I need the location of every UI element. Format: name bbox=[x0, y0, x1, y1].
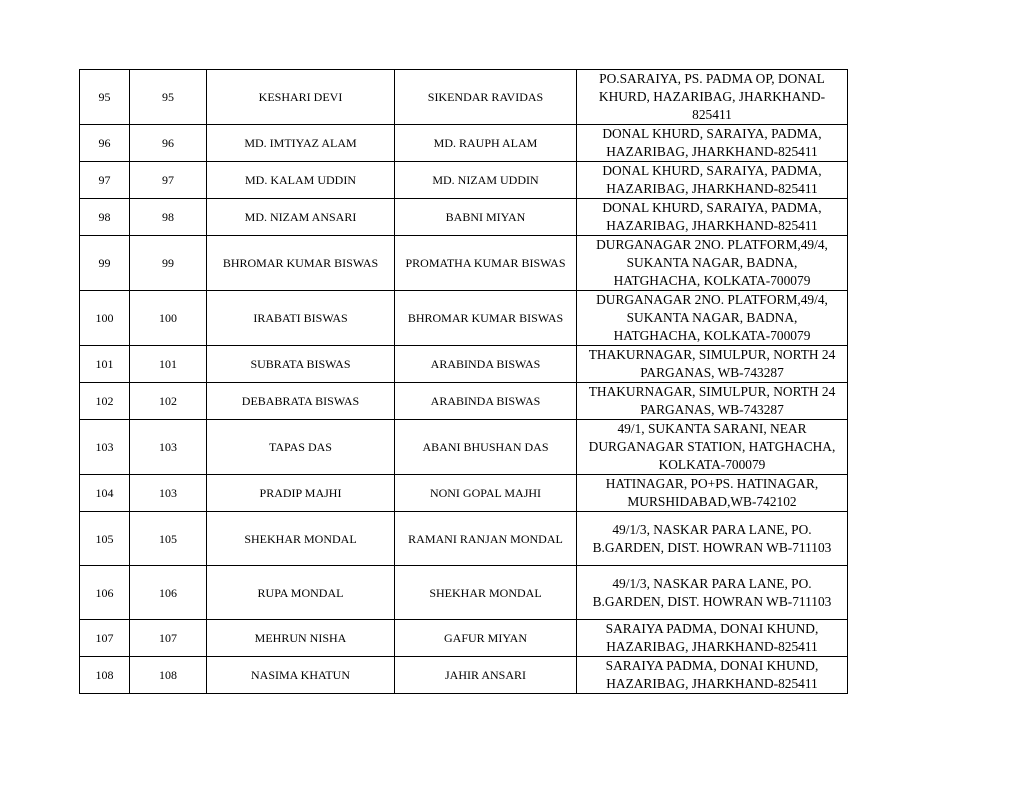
name-cell: MD. IMTIYAZ ALAM bbox=[207, 125, 395, 162]
table-row bbox=[80, 199, 848, 236]
table-row bbox=[80, 125, 848, 162]
table-row bbox=[80, 620, 848, 657]
address-line: MURSHIDABAD,WB-742102 bbox=[627, 494, 797, 509]
address-line: KOLKATA-700079 bbox=[658, 457, 766, 472]
name-cell: DEBABRATA BISWAS bbox=[207, 383, 395, 420]
entry-number-cell: 98 bbox=[130, 199, 207, 236]
table-row bbox=[80, 236, 848, 291]
address-cell bbox=[577, 346, 848, 383]
address-line: 49/1, SUKANTA SARANI, NEAR bbox=[617, 421, 807, 436]
father-name-cell: MD. NIZAM UDDIN bbox=[395, 162, 577, 199]
address-line: B.GARDEN, DIST. HOWRAN WB-711103 bbox=[592, 593, 832, 609]
name-cell: TAPAS DAS bbox=[207, 420, 395, 475]
address-line: DONAL KHURD, SARAIYA, PADMA, bbox=[602, 126, 822, 141]
serial-number-cell: 98 bbox=[80, 199, 130, 236]
father-name-cell: SIKENDAR RAVIDAS bbox=[395, 70, 577, 125]
address-cell bbox=[577, 566, 848, 620]
address-line: DONAL KHURD, SARAIYA, PADMA, bbox=[602, 163, 822, 178]
name-cell: MEHRUN NISHA bbox=[207, 620, 395, 657]
entry-number-cell: 101 bbox=[130, 346, 207, 383]
father-name-cell: ARABINDA BISWAS bbox=[395, 383, 577, 420]
table-row bbox=[80, 291, 848, 346]
table-row bbox=[80, 566, 848, 620]
address-line: THAKURNAGAR, SIMULPUR, NORTH 24 bbox=[588, 384, 836, 399]
address-cell bbox=[577, 420, 848, 475]
entry-number-cell: 95 bbox=[130, 70, 207, 125]
address-line: HATGHACHA, KOLKATA-700079 bbox=[613, 273, 811, 288]
address-cell bbox=[577, 383, 848, 420]
entry-number-cell: 96 bbox=[130, 125, 207, 162]
address-line: 825411 bbox=[692, 107, 732, 122]
entry-number-cell: 107 bbox=[130, 620, 207, 657]
name-cell: IRABATI BISWAS bbox=[207, 291, 395, 346]
serial-number-cell: 107 bbox=[80, 620, 130, 657]
serial-number-cell: 108 bbox=[80, 657, 130, 694]
table-row bbox=[80, 383, 848, 420]
father-name-cell: GAFUR MIYAN bbox=[395, 620, 577, 657]
address-line: DURGANAGAR 2NO. PLATFORM,49/4, bbox=[596, 292, 828, 307]
name-cell: NASIMA KHATUN bbox=[207, 657, 395, 694]
father-name-cell: MD. RAUPH ALAM bbox=[395, 125, 577, 162]
father-name-cell: RAMANI RANJAN MONDAL bbox=[395, 512, 577, 566]
name-cell: RUPA MONDAL bbox=[207, 566, 395, 620]
address-cell bbox=[577, 236, 848, 291]
table-row bbox=[80, 346, 848, 383]
entry-number-cell: 103 bbox=[130, 475, 207, 512]
father-name-cell: NONI GOPAL MAJHI bbox=[395, 475, 577, 512]
serial-number-cell: 97 bbox=[80, 162, 130, 199]
address-line: DURGANAGAR 2NO. PLATFORM,49/4, bbox=[596, 237, 828, 252]
father-name-cell: BHROMAR KUMAR BISWAS bbox=[395, 291, 577, 346]
address-line: PARGANAS, WB-743287 bbox=[640, 402, 784, 417]
name-cell: MD. KALAM UDDIN bbox=[207, 162, 395, 199]
entry-number-cell: 99 bbox=[130, 236, 207, 291]
address-line: HATGHACHA, KOLKATA-700079 bbox=[613, 328, 811, 343]
address-line: SARAIYA PADMA, DONAI KHUND, bbox=[605, 658, 819, 673]
address-line: B.GARDEN, DIST. HOWRAN WB-711103 bbox=[592, 539, 832, 555]
address-line: DURGANAGAR STATION, HATGHACHA, bbox=[588, 439, 836, 454]
records-body bbox=[80, 70, 848, 694]
table-row bbox=[80, 657, 848, 694]
entry-number-cell: 108 bbox=[130, 657, 207, 694]
address-cell bbox=[577, 291, 848, 346]
address-line: HAZARIBAG, JHARKHAND-825411 bbox=[606, 639, 818, 654]
address-cell bbox=[577, 657, 848, 694]
entry-number-cell: 102 bbox=[130, 383, 207, 420]
address-cell bbox=[577, 70, 848, 125]
serial-number-cell: 95 bbox=[80, 70, 130, 125]
address-line: HAZARIBAG, JHARKHAND-825411 bbox=[606, 144, 818, 159]
entry-number-cell: 105 bbox=[130, 512, 207, 566]
serial-number-cell: 96 bbox=[80, 125, 130, 162]
name-cell: KESHARI DEVI bbox=[207, 70, 395, 125]
father-name-cell: PROMATHA KUMAR BISWAS bbox=[395, 236, 577, 291]
table-row bbox=[80, 475, 848, 512]
records-table bbox=[79, 69, 848, 694]
father-name-cell: ARABINDA BISWAS bbox=[395, 346, 577, 383]
name-cell: MD. NIZAM ANSARI bbox=[207, 199, 395, 236]
serial-number-cell: 100 bbox=[80, 291, 130, 346]
address-cell bbox=[577, 475, 848, 512]
father-name-cell: BABNI MIYAN bbox=[395, 199, 577, 236]
name-cell: SHEKHAR MONDAL bbox=[207, 512, 395, 566]
table-row bbox=[80, 512, 848, 566]
address-line: HAZARIBAG, JHARKHAND-825411 bbox=[606, 676, 818, 691]
name-cell: SUBRATA BISWAS bbox=[207, 346, 395, 383]
table-row bbox=[80, 70, 848, 125]
address-line: PO.SARAIYA, PS. PADMA OP, DONAL bbox=[599, 71, 825, 86]
father-name-cell: ABANI BHUSHAN DAS bbox=[395, 420, 577, 475]
address-line: PARGANAS, WB-743287 bbox=[640, 365, 784, 380]
table-row bbox=[80, 162, 848, 199]
address-line: KHURD, HAZARIBAG, JHARKHAND- bbox=[598, 89, 826, 104]
address-line: SARAIYA PADMA, DONAI KHUND, bbox=[605, 621, 819, 636]
serial-number-cell: 104 bbox=[80, 475, 130, 512]
address-line: THAKURNAGAR, SIMULPUR, NORTH 24 bbox=[588, 347, 836, 362]
address-line: HAZARIBAG, JHARKHAND-825411 bbox=[606, 181, 818, 196]
address-cell bbox=[577, 162, 848, 199]
address-cell bbox=[577, 620, 848, 657]
address-line: DONAL KHURD, SARAIYA, PADMA, bbox=[602, 200, 822, 215]
entry-number-cell: 106 bbox=[130, 566, 207, 620]
address-line: 49/1/3, NASKAR PARA LANE, PO. bbox=[612, 521, 812, 537]
name-cell: PRADIP MAJHI bbox=[207, 475, 395, 512]
serial-number-cell: 101 bbox=[80, 346, 130, 383]
address-line: HATINAGAR, PO+PS. HATINAGAR, bbox=[605, 476, 819, 491]
serial-number-cell: 103 bbox=[80, 420, 130, 475]
entry-number-cell: 100 bbox=[130, 291, 207, 346]
serial-number-cell: 99 bbox=[80, 236, 130, 291]
father-name-cell: SHEKHAR MONDAL bbox=[395, 566, 577, 620]
serial-number-cell: 102 bbox=[80, 383, 130, 420]
address-cell bbox=[577, 512, 848, 566]
name-cell: BHROMAR KUMAR BISWAS bbox=[207, 236, 395, 291]
serial-number-cell: 106 bbox=[80, 566, 130, 620]
entry-number-cell: 97 bbox=[130, 162, 207, 199]
address-cell bbox=[577, 125, 848, 162]
entry-number-cell: 103 bbox=[130, 420, 207, 475]
address-line: SUKANTA NAGAR, BADNA, bbox=[626, 255, 798, 270]
serial-number-cell: 105 bbox=[80, 512, 130, 566]
address-cell bbox=[577, 199, 848, 236]
address-line: HAZARIBAG, JHARKHAND-825411 bbox=[606, 218, 818, 233]
father-name-cell: JAHIR ANSARI bbox=[395, 657, 577, 694]
address-line: SUKANTA NAGAR, BADNA, bbox=[626, 310, 798, 325]
table-row bbox=[80, 420, 848, 475]
address-line: 49/1/3, NASKAR PARA LANE, PO. bbox=[612, 575, 812, 591]
